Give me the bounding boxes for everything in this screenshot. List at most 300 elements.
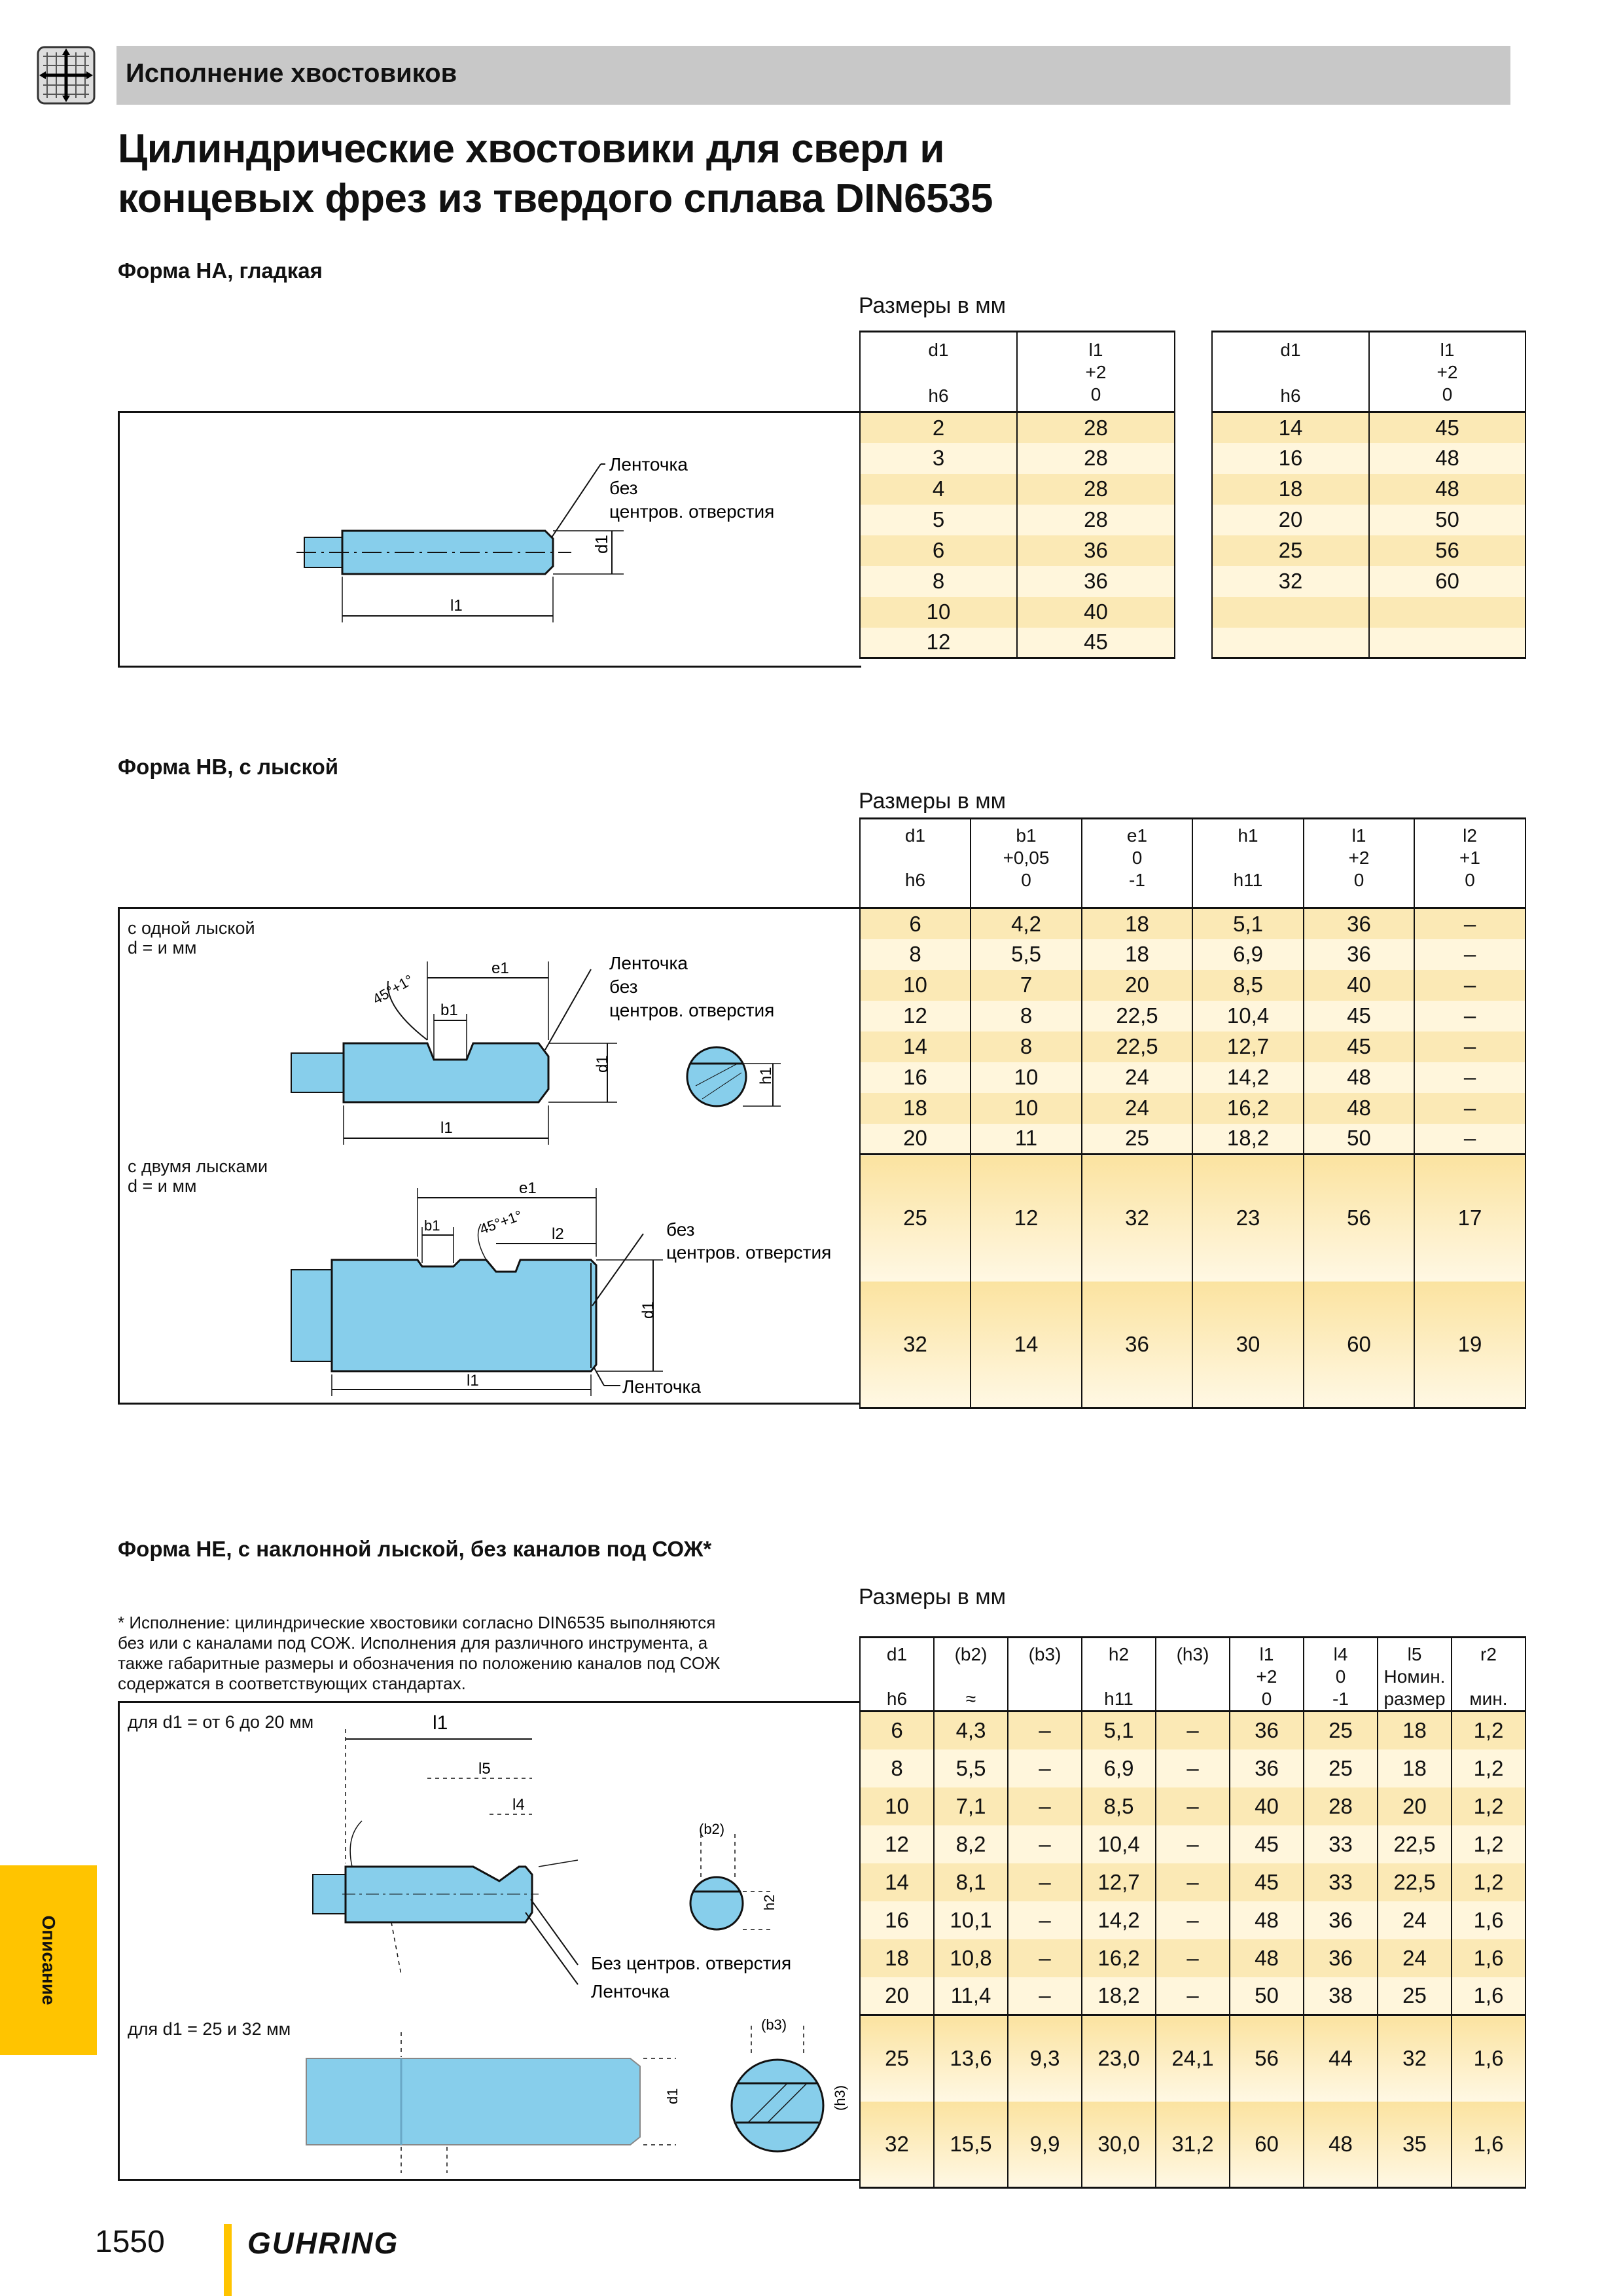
formHB-rows_two-cell: 36: [1082, 1282, 1192, 1408]
formHB-rows_two-cell: 17: [1414, 1155, 1525, 1282]
ha-col-l1-right: l1 +2 0: [1369, 332, 1525, 412]
formHA-rows_left-cell: 8: [860, 566, 1017, 597]
formHE-rows_b-cell: 56: [1230, 2015, 1304, 2102]
form-ha-drawing-box: [118, 411, 861, 668]
formHE-rows_a-cell: –: [1008, 1749, 1082, 1787]
form-he-table: [859, 1636, 1526, 2189]
formHB-rows_one-cell: 16,2: [1192, 1093, 1304, 1124]
formHE-rows_b-cell: 30,0: [1082, 2102, 1156, 2188]
formHA-rows_left-cell: 5: [860, 505, 1017, 535]
form-he-group-a-drawing: [120, 1703, 861, 2008]
formHB-rows_one-cell: 36: [1304, 908, 1414, 939]
formHE-rows_a-cell: 16: [860, 1901, 934, 1939]
formHB-rows_one-row: [860, 908, 1525, 939]
formHB-rows_two-cell: 32: [1082, 1155, 1192, 1282]
formHB-rows_one-cell: 8: [971, 1031, 1082, 1062]
formHE-rows_b-cell: 60: [1230, 2102, 1304, 2188]
formHB-rows_two-cell: 32: [860, 1282, 971, 1408]
he-a-dim-h2: h2: [761, 1894, 777, 1910]
formHE-rows_b-cell: 1,6: [1452, 2015, 1525, 2102]
he-a-label-band: Ленточка: [591, 1981, 669, 2001]
formHB-rows_one-cell: 16: [860, 1062, 971, 1093]
formHE-rows_a-cell: 16,2: [1082, 1939, 1156, 1977]
formHB-rows_one-cell: 45: [1304, 1001, 1414, 1031]
formHB-rows_one-cell: 10,4: [1192, 1001, 1304, 1031]
formHB-rows_one-cell: 12: [860, 1001, 971, 1031]
formHE-rows_a-cell: 18,2: [1082, 1977, 1156, 2015]
formHE-rows_a-cell: 25: [1378, 1977, 1452, 2015]
ha-label-band: Ленточка: [609, 454, 688, 475]
formHA-rows_left-row: [860, 474, 1175, 505]
formHE-rows_a-cell: 50: [1230, 1977, 1304, 2015]
formHB-rows_one-cell: –: [1414, 1124, 1525, 1155]
section-title: Исполнение хвостовиков: [126, 59, 457, 88]
formHB-rows_one-cell: –: [1414, 1001, 1525, 1031]
hb2-dim-b1: b1: [424, 1217, 440, 1234]
formHE-rows_a-cell: –: [1156, 1977, 1230, 2015]
formHB-rows_one-cell: –: [1414, 1031, 1525, 1062]
brand-logo: GUHRING: [247, 2226, 399, 2260]
formHE-rows_a-cell: 8: [860, 1749, 934, 1787]
formHB-rows_two-cell: 12: [971, 1155, 1082, 1282]
formHE-rows_a-cell: 10,4: [1082, 1825, 1156, 1863]
he-col-6: l4 0 -1: [1304, 1638, 1378, 1712]
hb-one-flat-label: с одной лыской d = и мм: [128, 918, 255, 958]
formHB-rows_two-cell: 14: [971, 1282, 1082, 1408]
he-col-4: (h3): [1156, 1638, 1230, 1712]
formHE-rows_a-cell: –: [1156, 1825, 1230, 1863]
formHE-rows_a-cell: 1,6: [1452, 1939, 1525, 1977]
formHE-rows_a-cell: 33: [1304, 1825, 1378, 1863]
formHB-rows_one-cell: 24: [1082, 1062, 1192, 1093]
form-hb-table: [859, 817, 1526, 1409]
form-hb-one-flat-box: [118, 907, 861, 1153]
form-hb-dims-label: Размеры в мм: [859, 789, 1007, 814]
he-col-1: (b2) ≈: [934, 1638, 1008, 1712]
formHB-rows_one-row: [860, 1031, 1525, 1062]
formHA-rows_right-cell: 56: [1369, 535, 1525, 566]
he-col-8: r2 мин.: [1452, 1638, 1525, 1712]
formHE-rows_a-cell: 20: [860, 1977, 934, 2015]
hb-col-5: l2 +1 0: [1414, 819, 1525, 908]
hb2-dim-e1: e1: [519, 1179, 537, 1197]
formHB-rows_two-cell: 60: [1304, 1282, 1414, 1408]
formHE-rows_a-cell: 1,2: [1452, 1712, 1525, 1749]
formHE-rows_a-cell: 28: [1304, 1787, 1378, 1825]
formHA-rows_left-row: [860, 443, 1175, 474]
formHE-rows_a-cell: 33: [1304, 1863, 1378, 1901]
formHE-rows_a-cell: 18: [1378, 1749, 1452, 1787]
formHE-rows_a-cell: 45: [1230, 1825, 1304, 1863]
formHE-rows_a-cell: 36: [1304, 1939, 1378, 1977]
formHA-rows_right-cell: [1212, 597, 1369, 628]
formHE-rows_a-cell: 40: [1230, 1787, 1304, 1825]
formHA-rows_right-row: [1212, 535, 1525, 566]
ha-col-d1-right: d1 h6: [1212, 332, 1369, 412]
formHA-rows_right-cell: 14: [1212, 412, 1369, 443]
side-tab-description[interactable]: Описание: [0, 1865, 97, 2055]
page-title: Цилиндрические хвостовики для сверл и концевых фрез из твердого сплава DIN6535: [118, 126, 993, 221]
hb2-label-band: Ленточка: [622, 1376, 701, 1397]
formHA-rows_left-cell: 28: [1017, 474, 1175, 505]
formHB-rows_one-cell: 48: [1304, 1062, 1414, 1093]
he-a-label-no-center: Без центров. отверстия: [591, 1953, 792, 1973]
hb2-dim-l1: l1: [467, 1372, 479, 1390]
hb-col-3: h1 h11: [1192, 819, 1304, 908]
formHE-rows_a-cell: 12: [860, 1825, 934, 1863]
formHA-rows_right-row: [1212, 597, 1525, 628]
formHB-rows_one-cell: 20: [1082, 970, 1192, 1001]
form-he-heading: Форма HE, с наклонной лыской, без каналов под СОЖ*: [118, 1537, 712, 1561]
formHB-rows_one-cell: 10: [971, 1062, 1082, 1093]
formHB-rows_one-cell: 45: [1304, 1031, 1414, 1062]
hb-col-4: l1 +2 0: [1304, 819, 1414, 908]
hb1-dim-e1: e1: [491, 960, 509, 977]
formHE-rows_a-cell: 10: [860, 1787, 934, 1825]
formHE-rows_a-cell: 1,2: [1452, 1749, 1525, 1787]
hb1-dim-l1: l1: [440, 1119, 453, 1137]
formHA-rows_right-cell: 18: [1212, 474, 1369, 505]
formHA-rows_left-row: [860, 412, 1175, 443]
formHE-rows_a-cell: 14: [860, 1863, 934, 1901]
formHE-rows_b-row: [860, 2015, 1525, 2102]
formHA-rows_left-row: [860, 566, 1175, 597]
formHB-rows_one-cell: 18,2: [1192, 1124, 1304, 1155]
formHE-rows_b-cell: 9,3: [1008, 2015, 1082, 2102]
formHE-rows_a-row: [860, 1787, 1525, 1825]
formHE-rows_a-cell: –: [1156, 1901, 1230, 1939]
formHE-rows_a-cell: 4,3: [934, 1712, 1008, 1749]
formHB-rows_one-row: [860, 939, 1525, 970]
formHE-rows_a-cell: –: [1008, 1977, 1082, 2015]
he-col-0: d1 h6: [860, 1638, 934, 1712]
formHE-rows_a-cell: 45: [1230, 1863, 1304, 1901]
footer-accent-bar: [224, 2224, 232, 2296]
formHE-rows_a-row: [860, 1712, 1525, 1749]
formHE-rows_a-cell: 5,1: [1082, 1712, 1156, 1749]
formHE-rows_a-cell: 5,5: [934, 1749, 1008, 1787]
formHE-rows_a-cell: –: [1156, 1939, 1230, 1977]
formHE-rows_b-cell: 1,6: [1452, 2102, 1525, 2188]
formHA-rows_left-cell: 12: [860, 628, 1017, 658]
formHB-rows_one-row: [860, 970, 1525, 1001]
formHA-rows_left-cell: 40: [1017, 597, 1175, 628]
formHE-rows_b-row: [860, 2102, 1525, 2188]
formHB-rows_one-cell: 5,1: [1192, 908, 1304, 939]
formHE-rows_a-cell: 7,1: [934, 1787, 1008, 1825]
formHB-rows_two-cell: 56: [1304, 1155, 1414, 1282]
he-col-2: (b3): [1008, 1638, 1082, 1712]
formHB-rows_one-cell: 18: [1082, 939, 1192, 970]
formHA-rows_right-cell: 16: [1212, 443, 1369, 474]
formHA-rows_right-cell: 32: [1212, 566, 1369, 597]
formHB-rows_two-row: [860, 1155, 1525, 1282]
hb2-label-no: без: [666, 1219, 695, 1240]
formHB-rows_one-cell: 48: [1304, 1093, 1414, 1124]
he-group-b-label: для d1 = 25 и 32 мм: [128, 2019, 291, 2039]
formHB-rows_one-cell: –: [1414, 1093, 1525, 1124]
formHE-rows_b-cell: 25: [860, 2015, 934, 2102]
formHE-rows_a-cell: –: [1008, 1901, 1082, 1939]
formHE-rows_a-cell: 8,2: [934, 1825, 1008, 1863]
form-ha-table-right: [1211, 331, 1526, 659]
formHE-rows_b-cell: 23,0: [1082, 2015, 1156, 2102]
formHB-rows_one-row: [860, 1062, 1525, 1093]
he-b-dim-d1: d1: [664, 2088, 681, 2104]
formHB-rows_one-cell: 36: [1304, 939, 1414, 970]
formHE-rows_a-cell: 1,6: [1452, 1901, 1525, 1939]
formHE-rows_b-cell: 13,6: [934, 2015, 1008, 2102]
formHE-rows_a-cell: 8,1: [934, 1863, 1008, 1901]
formHB-rows_one-cell: 22,5: [1082, 1031, 1192, 1062]
he-group-a-label: для d1 = от 6 до 20 мм: [128, 1712, 314, 1732]
form-hb-heading: Форма HB, с лыской: [118, 755, 339, 779]
formHE-rows_a-cell: 14,2: [1082, 1901, 1156, 1939]
ha-label-no: без: [609, 478, 638, 498]
formHE-rows_a-cell: 36: [1304, 1901, 1378, 1939]
formHA-rows_right-cell: 48: [1369, 474, 1525, 505]
formHB-rows_one-cell: 11: [971, 1124, 1082, 1155]
formHA-rows_left-cell: 28: [1017, 505, 1175, 535]
formHA-rows_left-cell: 28: [1017, 443, 1175, 474]
formHE-rows_a-row: [860, 1977, 1525, 2015]
formHA-rows_right-cell: 48: [1369, 443, 1525, 474]
form-he-note: * Исполнение: цилиндрические хвостовики согласно DIN6535 выполняются без или с каналами под СОЖ. Исполнения для различного инструмента, а также габаритные размеры и обозначения по положению каналов под СОЖ содержатся в соответствующих стандартах.: [118, 1613, 721, 1693]
formHE-rows_b-cell: 48: [1304, 2102, 1378, 2188]
formHA-rows_right-cell: [1369, 628, 1525, 658]
formHE-rows_a-cell: 20: [1378, 1787, 1452, 1825]
formHE-rows_a-cell: –: [1156, 1712, 1230, 1749]
he-a-dim-l1: l1: [433, 1712, 448, 1734]
formHB-rows_one-cell: 10: [971, 1093, 1082, 1124]
form-ha-shank-drawing: [120, 413, 861, 666]
hb-col-0: d1 h6: [860, 819, 971, 908]
formHE-rows_a-cell: –: [1008, 1825, 1082, 1863]
formHA-rows_left-cell: 28: [1017, 412, 1175, 443]
formHB-rows_one-cell: 8: [971, 1001, 1082, 1031]
formHE-rows_b-cell: 35: [1378, 2102, 1452, 2188]
form-ha-table-left: [859, 331, 1175, 659]
formHB-rows_one-cell: 8: [860, 939, 971, 970]
formHB-rows_one-row: [860, 1093, 1525, 1124]
formHB-rows_two-cell: 25: [860, 1155, 971, 1282]
he-b-dim-b3: (b3): [761, 2017, 787, 2033]
formHB-rows_one-cell: 22,5: [1082, 1001, 1192, 1031]
formHB-rows_one-row: [860, 1001, 1525, 1031]
formHE-rows_a-cell: 1,6: [1452, 1977, 1525, 2015]
formHE-rows_a-cell: 24: [1378, 1939, 1452, 1977]
formHA-rows_right-cell: 45: [1369, 412, 1525, 443]
formHE-rows_a-cell: 36: [1230, 1712, 1304, 1749]
formHE-rows_b-cell: 32: [860, 2102, 934, 2188]
ha-col-l1: l1 +2 0: [1017, 332, 1175, 412]
formHA-rows_left-cell: 4: [860, 474, 1017, 505]
form-ha-heading: Форма HA, гладкая: [118, 259, 323, 283]
formHB-rows_one-cell: –: [1414, 939, 1525, 970]
formHA-rows_right-cell: [1212, 628, 1369, 658]
formHE-rows_a-cell: 12,7: [1082, 1863, 1156, 1901]
formHA-rows_right-row: [1212, 505, 1525, 535]
formHE-rows_a-row: [860, 1939, 1525, 1977]
hb1-dim-b1: b1: [440, 1001, 458, 1019]
formHA-rows_left-cell: 6: [860, 535, 1017, 566]
formHB-rows_one-cell: 14,2: [1192, 1062, 1304, 1093]
section-header-bar: [116, 46, 1510, 105]
he-a-dim-b2: (b2): [699, 1821, 725, 1837]
formHA-rows_right-cell: 20: [1212, 505, 1369, 535]
formHB-rows_one-cell: 24: [1082, 1093, 1192, 1124]
formHB-rows_one-cell: –: [1414, 970, 1525, 1001]
formHA-rows_left-cell: 36: [1017, 535, 1175, 566]
he-col-7: l5 Номин. размер: [1378, 1638, 1452, 1712]
formHB-rows_one-cell: 4,2: [971, 908, 1082, 939]
formHE-rows_a-cell: 1,2: [1452, 1787, 1525, 1825]
formHA-rows_right-row: [1212, 628, 1525, 658]
hb-col-2: e1 0 -1: [1082, 819, 1192, 908]
formHE-rows_a-cell: 48: [1230, 1939, 1304, 1977]
formHE-rows_a-row: [860, 1825, 1525, 1863]
formHE-rows_a-cell: 6,9: [1082, 1749, 1156, 1787]
formHB-rows_one-cell: 18: [1082, 908, 1192, 939]
formHE-rows_a-cell: 22,5: [1378, 1825, 1452, 1863]
formHB-rows_one-cell: –: [1414, 1062, 1525, 1093]
formHA-rows_right-cell: 25: [1212, 535, 1369, 566]
formHE-rows_a-cell: 11,4: [934, 1977, 1008, 2015]
he-b-dim-h3: (h3): [832, 2085, 848, 2111]
formHE-rows_a-cell: 48: [1230, 1901, 1304, 1939]
formHA-rows_left-cell: 2: [860, 412, 1017, 443]
formHB-rows_one-cell: 25: [1082, 1124, 1192, 1155]
ha-label-center: центров. отверстия: [609, 501, 775, 522]
formHA-rows_left-row: [860, 535, 1175, 566]
hb1-label-no: без: [609, 977, 638, 997]
formHB-rows_two-cell: 30: [1192, 1282, 1304, 1408]
hb2-label-center: центров. отверстия: [666, 1242, 832, 1263]
formHE-rows_a-cell: 10,8: [934, 1939, 1008, 1977]
formHB-rows_two-row: [860, 1282, 1525, 1408]
formHA-rows_right-cell: 60: [1369, 566, 1525, 597]
formHE-rows_b-cell: 24,1: [1156, 2015, 1230, 2102]
hb1-dim-d1: d1: [594, 1055, 611, 1073]
formHE-rows_a-row: [860, 1863, 1525, 1901]
formHE-rows_a-cell: 18: [860, 1939, 934, 1977]
formHA-rows_left-row: [860, 505, 1175, 535]
formHA-rows_right-row: [1212, 412, 1525, 443]
formHE-rows_a-cell: 1,2: [1452, 1863, 1525, 1901]
formHB-rows_one-cell: 20: [860, 1124, 971, 1155]
ha-dim-d1: d1: [592, 535, 611, 554]
formHE-rows_b-cell: 31,2: [1156, 2102, 1230, 2188]
he-a-dim-l4: l4: [512, 1796, 525, 1814]
formHE-rows_b-cell: 32: [1378, 2015, 1452, 2102]
formHB-rows_one-cell: 14: [860, 1031, 971, 1062]
formHE-rows_a-cell: 25: [1304, 1749, 1378, 1787]
formHE-rows_a-cell: 36: [1230, 1749, 1304, 1787]
formHE-rows_a-cell: –: [1156, 1863, 1230, 1901]
formHE-rows_a-cell: –: [1008, 1712, 1082, 1749]
form-he-group-a-box: [118, 1701, 861, 2010]
form-ha-dims-label: Размеры в мм: [859, 293, 1007, 318]
formHA-rows_right-cell: [1369, 597, 1525, 628]
formHB-rows_one-cell: 40: [1304, 970, 1414, 1001]
formHA-rows_right-row: [1212, 474, 1525, 505]
formHA-rows_left-cell: 10: [860, 597, 1017, 628]
formHE-rows_a-cell: 18: [1378, 1712, 1452, 1749]
formHA-rows_right-row: [1212, 566, 1525, 597]
he-a-dim-l5: l5: [478, 1760, 491, 1778]
page-number: 1550: [95, 2225, 165, 2259]
form-hb-two-flats-box: [118, 1149, 861, 1405]
formHE-rows_a-cell: 6: [860, 1712, 934, 1749]
formHE-rows_a-cell: –: [1156, 1749, 1230, 1787]
formHB-rows_one-cell: 18: [860, 1093, 971, 1124]
formHE-rows_a-cell: 24: [1378, 1901, 1452, 1939]
ha-dim-l1: l1: [450, 597, 463, 615]
formHE-rows_b-cell: 9,9: [1008, 2102, 1082, 2188]
form-he-dims-label: Размеры в мм: [859, 1585, 1007, 1609]
formHB-rows_one-cell: 5,5: [971, 939, 1082, 970]
formHA-rows_right-row: [1212, 443, 1525, 474]
formHA-rows_right-cell: 50: [1369, 505, 1525, 535]
grid-logo-icon: [37, 46, 96, 105]
hb1-label-center: центров. отверстия: [609, 1000, 775, 1020]
formHE-rows_a-cell: 22,5: [1378, 1863, 1452, 1901]
formHB-rows_one-cell: 10: [860, 970, 971, 1001]
formHE-rows_a-cell: –: [1008, 1863, 1082, 1901]
formHE-rows_a-cell: 10,1: [934, 1901, 1008, 1939]
formHE-rows_a-row: [860, 1901, 1525, 1939]
hb2-dim-d1: d1: [639, 1301, 657, 1319]
formHB-rows_two-cell: 23: [1192, 1155, 1304, 1282]
formHB-rows_one-cell: 50: [1304, 1124, 1414, 1155]
formHA-rows_left-cell: 36: [1017, 566, 1175, 597]
formHB-rows_one-cell: 6: [860, 908, 971, 939]
he-col-3: h2 h11: [1082, 1638, 1156, 1712]
formHB-rows_one-cell: 8,5: [1192, 970, 1304, 1001]
hb1-dim-h1: h1: [757, 1067, 775, 1085]
formHE-rows_a-row: [860, 1749, 1525, 1787]
he-col-5: l1 +2 0: [1230, 1638, 1304, 1712]
formHA-rows_left-row: [860, 597, 1175, 628]
hb-two-flats-label: с двумя лысками d = и мм: [128, 1157, 268, 1196]
hb1-label-band: Ленточка: [609, 953, 688, 973]
formHA-rows_left-row: [860, 628, 1175, 658]
hb-col-1: b1 +0,05 0: [971, 819, 1082, 908]
formHE-rows_a-cell: 38: [1304, 1977, 1378, 2015]
hb1-angle: 45°+1°: [370, 971, 416, 1008]
formHB-rows_one-cell: 12,7: [1192, 1031, 1304, 1062]
formHE-rows_b-cell: 44: [1304, 2015, 1378, 2102]
formHE-rows_a-cell: 25: [1304, 1712, 1378, 1749]
ha-col-d1: d1 h6: [860, 332, 1017, 412]
formHE-rows_a-cell: 8,5: [1082, 1787, 1156, 1825]
formHE-rows_b-cell: 15,5: [934, 2102, 1008, 2188]
formHE-rows_a-cell: 1,2: [1452, 1825, 1525, 1863]
formHA-rows_left-cell: 3: [860, 443, 1017, 474]
formHB-rows_one-row: [860, 1124, 1525, 1155]
formHB-rows_one-cell: –: [1414, 908, 1525, 939]
hb2-angle: 45°+1°: [477, 1207, 525, 1238]
formHB-rows_two-cell: 19: [1414, 1282, 1525, 1408]
formHE-rows_a-cell: –: [1008, 1939, 1082, 1977]
form-he-group-b-box: [118, 2006, 861, 2181]
formHB-rows_one-cell: 7: [971, 970, 1082, 1001]
formHB-rows_one-cell: 6,9: [1192, 939, 1304, 970]
formHE-rows_a-cell: –: [1008, 1787, 1082, 1825]
hb2-dim-l2: l2: [552, 1225, 564, 1243]
formHE-rows_a-cell: –: [1156, 1787, 1230, 1825]
formHA-rows_left-cell: 45: [1017, 628, 1175, 658]
